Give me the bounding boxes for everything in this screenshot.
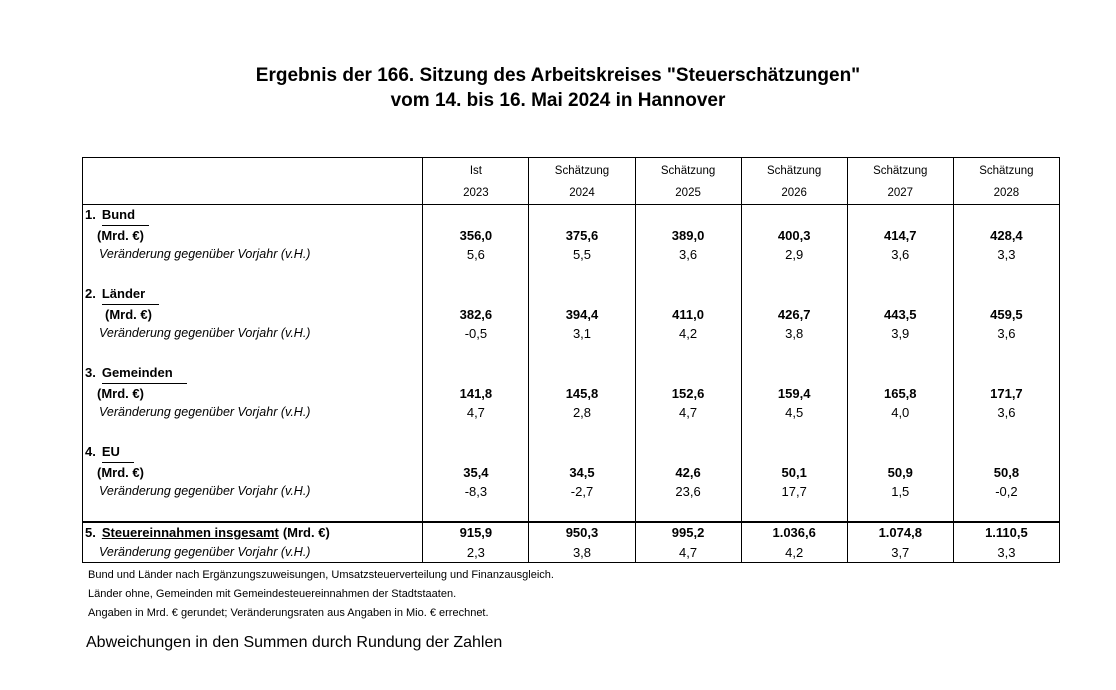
total-amount-cell: 1.074,8 bbox=[847, 522, 953, 543]
column-type-label: Ist bbox=[423, 158, 529, 183]
section-heading bbox=[83, 442, 423, 463]
amount-cell: 443,5 bbox=[847, 305, 953, 325]
empty-cell bbox=[529, 363, 635, 384]
total-amount-cell: 950,3 bbox=[529, 522, 635, 543]
empty-cell bbox=[423, 344, 529, 364]
empty-cell bbox=[529, 344, 635, 364]
amount-cell: 428,4 bbox=[953, 226, 1059, 246]
change-cell: 3,8 bbox=[741, 324, 847, 344]
change-cell: 3,9 bbox=[847, 324, 953, 344]
spacer-cell bbox=[83, 265, 423, 285]
empty-cell bbox=[529, 284, 635, 305]
section-heading bbox=[83, 205, 423, 226]
empty-cell bbox=[423, 502, 529, 523]
change-cell: 4,5 bbox=[741, 403, 847, 423]
empty-cell bbox=[635, 265, 741, 285]
empty-cell bbox=[953, 265, 1059, 285]
empty-cell bbox=[741, 502, 847, 523]
amount-cell: 414,7 bbox=[847, 226, 953, 246]
change-label: Veränderung gegenüber Vorjahr (v.H.) bbox=[83, 245, 423, 265]
footnotes bbox=[88, 566, 554, 623]
empty-cell bbox=[635, 442, 741, 463]
change-label: Veränderung gegenüber Vorjahr (v.H.) bbox=[83, 403, 423, 423]
empty-cell bbox=[847, 442, 953, 463]
empty-cell bbox=[635, 205, 741, 226]
section-heading bbox=[83, 284, 423, 305]
empty-cell bbox=[847, 502, 953, 523]
section-name: Gemeinden bbox=[102, 363, 187, 384]
change-label: Veränderung gegenüber Vorjahr (v.H.) bbox=[83, 543, 423, 563]
empty-cell bbox=[953, 423, 1059, 443]
total-change-cell: 3,8 bbox=[529, 543, 635, 563]
amount-cell: 165,8 bbox=[847, 384, 953, 404]
change-label: Veränderung gegenüber Vorjahr (v.H.) bbox=[83, 324, 423, 344]
amount-cell: 152,6 bbox=[635, 384, 741, 404]
column-type-label: Schätzung bbox=[741, 158, 847, 183]
amount-cell: 459,5 bbox=[953, 305, 1059, 325]
empty-cell bbox=[741, 442, 847, 463]
document-title-line-2: vom 14. bis 16. Mai 2024 in Hannover bbox=[390, 90, 726, 111]
document-title-line-1: Ergebnis der 166. Sitzung des Arbeitskreises "Steuerschätzungen" bbox=[255, 65, 861, 86]
total-name: Steuereinnahmen insgesamt bbox=[101, 525, 279, 540]
change-cell: 4,0 bbox=[847, 403, 953, 423]
column-year-label: 2025 bbox=[635, 182, 741, 205]
empty-cell bbox=[741, 284, 847, 305]
section-number: 3. bbox=[85, 365, 96, 380]
amount-cell: 382,6 bbox=[423, 305, 529, 325]
column-year-label: 2027 bbox=[847, 182, 953, 205]
empty-cell bbox=[635, 344, 741, 364]
total-change-cell: 3,3 bbox=[953, 543, 1059, 563]
empty-cell bbox=[953, 363, 1059, 384]
column-year-label: 2026 bbox=[741, 182, 847, 205]
empty-cell bbox=[423, 423, 529, 443]
amount-cell: 50,9 bbox=[847, 463, 953, 483]
empty-cell bbox=[847, 265, 953, 285]
change-cell: 3,6 bbox=[847, 245, 953, 265]
header-corner bbox=[83, 158, 423, 183]
change-cell: 5,6 bbox=[423, 245, 529, 265]
empty-cell bbox=[529, 265, 635, 285]
empty-cell bbox=[423, 284, 529, 305]
change-cell: 4,7 bbox=[635, 403, 741, 423]
empty-cell bbox=[741, 363, 847, 384]
empty-cell bbox=[847, 284, 953, 305]
empty-cell bbox=[953, 205, 1059, 226]
total-amount-cell: 915,9 bbox=[423, 522, 529, 543]
change-cell: -8,3 bbox=[423, 482, 529, 502]
total-amount-cell: 1.036,6 bbox=[741, 522, 847, 543]
change-label: Veränderung gegenüber Vorjahr (v.H.) bbox=[83, 482, 423, 502]
empty-cell bbox=[529, 205, 635, 226]
change-cell: 2,8 bbox=[529, 403, 635, 423]
empty-cell bbox=[529, 442, 635, 463]
change-cell: 3,1 bbox=[529, 324, 635, 344]
column-year-label: 2024 bbox=[529, 182, 635, 205]
column-type-label: Schätzung bbox=[635, 158, 741, 183]
empty-cell bbox=[635, 284, 741, 305]
empty-cell bbox=[953, 344, 1059, 364]
total-amount-cell: 995,2 bbox=[635, 522, 741, 543]
footnote: Länder ohne, Gemeinden mit Gemeindesteuereinnahmen der Stadtstaaten. bbox=[88, 588, 457, 600]
unit-label: (Mrd. €) bbox=[83, 384, 423, 404]
amount-cell: 426,7 bbox=[741, 305, 847, 325]
amount-cell: 159,4 bbox=[741, 384, 847, 404]
change-cell: 5,5 bbox=[529, 245, 635, 265]
amount-cell: 145,8 bbox=[529, 384, 635, 404]
empty-cell bbox=[953, 284, 1059, 305]
change-cell: 3,6 bbox=[635, 245, 741, 265]
empty-cell bbox=[423, 205, 529, 226]
spacer-cell bbox=[83, 423, 423, 443]
header-corner-lower bbox=[83, 182, 423, 205]
total-change-cell: 4,2 bbox=[741, 543, 847, 563]
empty-cell bbox=[847, 205, 953, 226]
spacer-cell bbox=[83, 344, 423, 364]
section-name: EU bbox=[102, 442, 134, 463]
section-number: 1. bbox=[85, 207, 96, 222]
total-change-cell: 3,7 bbox=[847, 543, 953, 563]
section-number: 2. bbox=[85, 286, 96, 301]
column-type-label: Schätzung bbox=[847, 158, 953, 183]
amount-cell: 389,0 bbox=[635, 226, 741, 246]
column-type-label: Schätzung bbox=[529, 158, 635, 183]
amount-cell: 400,3 bbox=[741, 226, 847, 246]
amount-cell: 394,4 bbox=[529, 305, 635, 325]
column-type-label: Schätzung bbox=[953, 158, 1059, 183]
empty-cell bbox=[423, 442, 529, 463]
amount-cell: 411,0 bbox=[635, 305, 741, 325]
spacer-cell bbox=[83, 502, 423, 523]
change-cell: 23,6 bbox=[635, 482, 741, 502]
change-cell: 17,7 bbox=[741, 482, 847, 502]
empty-cell bbox=[741, 265, 847, 285]
unit-label: (Mrd. €) bbox=[83, 305, 423, 325]
amount-cell: 34,5 bbox=[529, 463, 635, 483]
empty-cell bbox=[741, 423, 847, 443]
empty-cell bbox=[847, 423, 953, 443]
change-cell: 3,3 bbox=[953, 245, 1059, 265]
empty-cell bbox=[529, 502, 635, 523]
total-change-cell: 2,3 bbox=[423, 543, 529, 563]
change-cell: 2,9 bbox=[741, 245, 847, 265]
amount-cell: 42,6 bbox=[635, 463, 741, 483]
empty-cell bbox=[423, 363, 529, 384]
column-year-label: 2023 bbox=[423, 182, 529, 205]
empty-cell bbox=[847, 344, 953, 364]
empty-cell bbox=[847, 363, 953, 384]
empty-cell bbox=[741, 344, 847, 364]
change-cell: -0,2 bbox=[953, 482, 1059, 502]
empty-cell bbox=[635, 423, 741, 443]
amount-cell: 35,4 bbox=[423, 463, 529, 483]
footnote: Bund und Länder nach Ergänzungszuweisungen, Umsatzsteuerverteilung und Finanzausgleich. bbox=[88, 569, 554, 581]
empty-cell bbox=[423, 265, 529, 285]
change-cell: -0,5 bbox=[423, 324, 529, 344]
unit-label: (Mrd. €) bbox=[83, 226, 423, 246]
section-number: 5. bbox=[85, 525, 96, 540]
change-cell: 1,5 bbox=[847, 482, 953, 502]
section-heading bbox=[83, 363, 423, 384]
empty-cell bbox=[741, 205, 847, 226]
empty-cell bbox=[953, 502, 1059, 523]
empty-cell bbox=[635, 502, 741, 523]
rounding-remark: Abweichungen in den Summen durch Rundung der Zahlen bbox=[86, 634, 503, 651]
total-heading bbox=[83, 522, 423, 543]
amount-cell: 356,0 bbox=[423, 226, 529, 246]
amount-cell: 375,6 bbox=[529, 226, 635, 246]
amount-cell: 50,8 bbox=[953, 463, 1059, 483]
empty-cell bbox=[529, 423, 635, 443]
section-number: 4. bbox=[85, 444, 96, 459]
amount-cell: 50,1 bbox=[741, 463, 847, 483]
change-cell: 3,6 bbox=[953, 324, 1059, 344]
tax-estimate-table bbox=[82, 157, 1060, 563]
unit-label: (Mrd. €) bbox=[83, 463, 423, 483]
change-cell: 3,6 bbox=[953, 403, 1059, 423]
total-amount-cell: 1.110,5 bbox=[953, 522, 1059, 543]
section-name: Länder bbox=[102, 284, 159, 305]
total-unit: (Mrd. €) bbox=[282, 525, 330, 540]
section-name: Bund bbox=[102, 205, 149, 226]
total-change-cell: 4,7 bbox=[635, 543, 741, 563]
footnote: Angaben in Mrd. € gerundet; Veränderungsraten aus Angaben in Mio. € errechnet. bbox=[88, 607, 489, 619]
empty-cell bbox=[953, 442, 1059, 463]
amount-cell: 171,7 bbox=[953, 384, 1059, 404]
column-year-label: 2028 bbox=[953, 182, 1059, 205]
amount-cell: 141,8 bbox=[423, 384, 529, 404]
empty-cell bbox=[635, 363, 741, 384]
change-cell: 4,2 bbox=[635, 324, 741, 344]
change-cell: 4,7 bbox=[423, 403, 529, 423]
change-cell: -2,7 bbox=[529, 482, 635, 502]
